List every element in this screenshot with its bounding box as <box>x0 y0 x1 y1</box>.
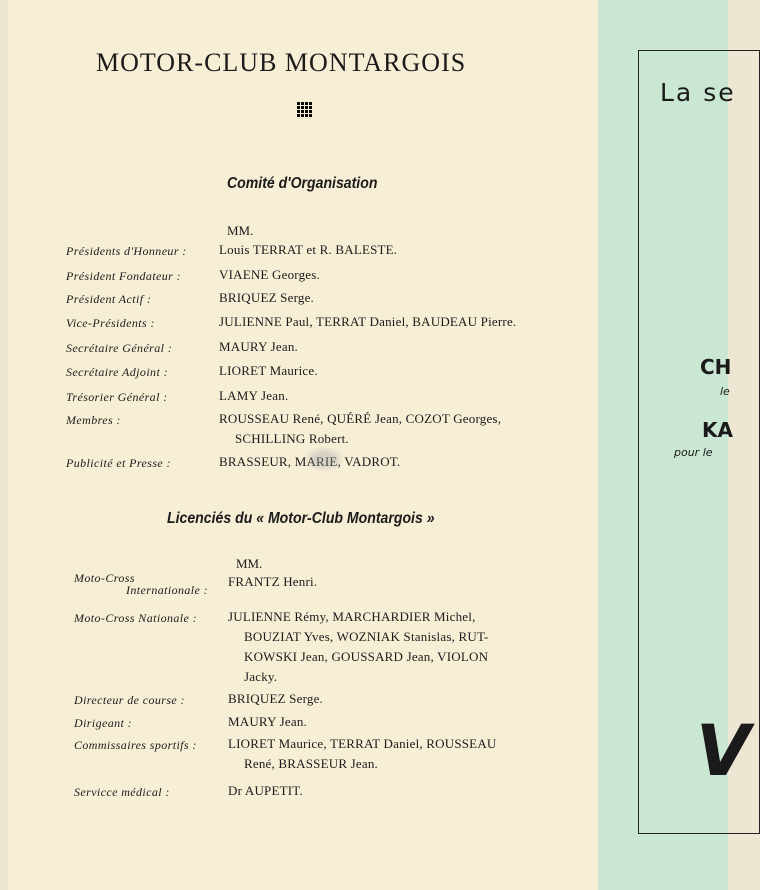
member-names <box>219 386 549 406</box>
member-names <box>228 607 548 687</box>
member-names <box>219 337 549 357</box>
role-label: Commissaires sportifs : <box>74 738 197 752</box>
right-page-ch: CH <box>700 355 732 379</box>
role-label: Président Fondateur : <box>66 269 182 283</box>
committee-salutation: MM. <box>227 223 254 238</box>
member-names-line: Dr AUPETIT. <box>228 783 303 798</box>
role-label: Directeur de course : <box>74 693 185 707</box>
member-names <box>228 781 548 801</box>
role-label: Servicce médical : <box>74 785 170 799</box>
licensees-salutation: MM. <box>236 556 263 571</box>
member-names-line: ROUSSEAU René, QUÉRÉ Jean, COZOT Georges, <box>219 411 502 426</box>
left-page <box>8 0 598 890</box>
member-names-line: LIORET Maurice. <box>219 363 318 378</box>
member-names <box>219 409 549 449</box>
member-names <box>219 265 549 285</box>
role-label-line: Moto-Cross <box>74 571 135 585</box>
member-names-line: JULIENNE Paul, TERRAT Daniel, BAUDEAU Pierre. <box>219 314 517 329</box>
role-label: Trésorier Général : <box>66 390 168 404</box>
member-names-line: KOWSKI Jean, GOUSSARD Jean, VIOLON <box>244 649 489 664</box>
member-names-line: FRANTZ Henri. <box>228 574 318 589</box>
role-label-line: Internationale : <box>126 583 209 597</box>
role-label: Membres : <box>66 413 121 427</box>
member-names-line: BOUZIAT Yves, WOZNIAK Stanislas, RUT- <box>244 629 489 644</box>
right-page <box>598 0 751 890</box>
member-names-line: BRIQUEZ Serge. <box>228 691 323 706</box>
role-label: Publicité et Presse : <box>66 456 171 470</box>
right-page-v: V <box>696 710 751 792</box>
member-names-line: LAMY Jean. <box>219 388 289 403</box>
member-names <box>228 572 548 592</box>
role-label: Secrétaire Adjoint : <box>66 365 168 379</box>
member-names <box>219 288 549 308</box>
role-label <box>74 572 208 596</box>
licensees-heading: Licenciés du « Motor-Club Montargois » <box>167 510 435 527</box>
member-names-line: VIAENE Georges. <box>219 267 320 282</box>
right-page-pour: pour le <box>674 446 713 459</box>
role-label: Dirigeant : <box>74 716 133 730</box>
member-names-line: MAURY Jean. <box>228 714 307 729</box>
member-names-line: LIORET Maurice, TERRAT Daniel, ROUSSEAU <box>228 736 497 751</box>
member-names-line: Louis TERRAT et R. BALESTE. <box>219 242 398 257</box>
page-title: MOTOR-CLUB MONTARGOIS <box>96 48 467 77</box>
member-names-line: SCHILLING Robert. <box>235 431 349 446</box>
member-names <box>228 712 548 732</box>
library-stamp-icon <box>304 446 344 472</box>
committee-heading: Comité d'Organisation <box>227 175 378 192</box>
member-names <box>219 361 549 381</box>
role-label: Moto-Cross Nationale : <box>74 611 198 625</box>
right-page-ka: KA <box>702 418 733 442</box>
member-names-line: Jacky. <box>244 669 278 684</box>
member-names-line: JULIENNE Rémy, MARCHARDIER Michel, <box>228 609 476 624</box>
role-label: Présidents d'Honneur : <box>66 244 187 258</box>
member-names-line: René, BRASSEUR Jean. <box>244 756 378 771</box>
role-label: Secrétaire Général : <box>66 341 173 355</box>
right-page-line: La se <box>660 78 736 107</box>
right-page-le: le <box>720 385 730 398</box>
member-names-line: BRIQUEZ Serge. <box>219 290 314 305</box>
role-label: Président Actif : <box>66 292 152 306</box>
member-names <box>219 240 549 260</box>
member-names <box>219 452 549 472</box>
member-names-line: MAURY Jean. <box>219 339 298 354</box>
member-names <box>219 312 549 332</box>
grid-ornament-icon <box>297 101 313 117</box>
role-label: Vice-Présidents : <box>66 316 155 330</box>
member-names <box>228 689 548 709</box>
member-names-line: BRASSEUR, MARIE, VADROT. <box>219 454 401 469</box>
member-names <box>228 734 548 774</box>
